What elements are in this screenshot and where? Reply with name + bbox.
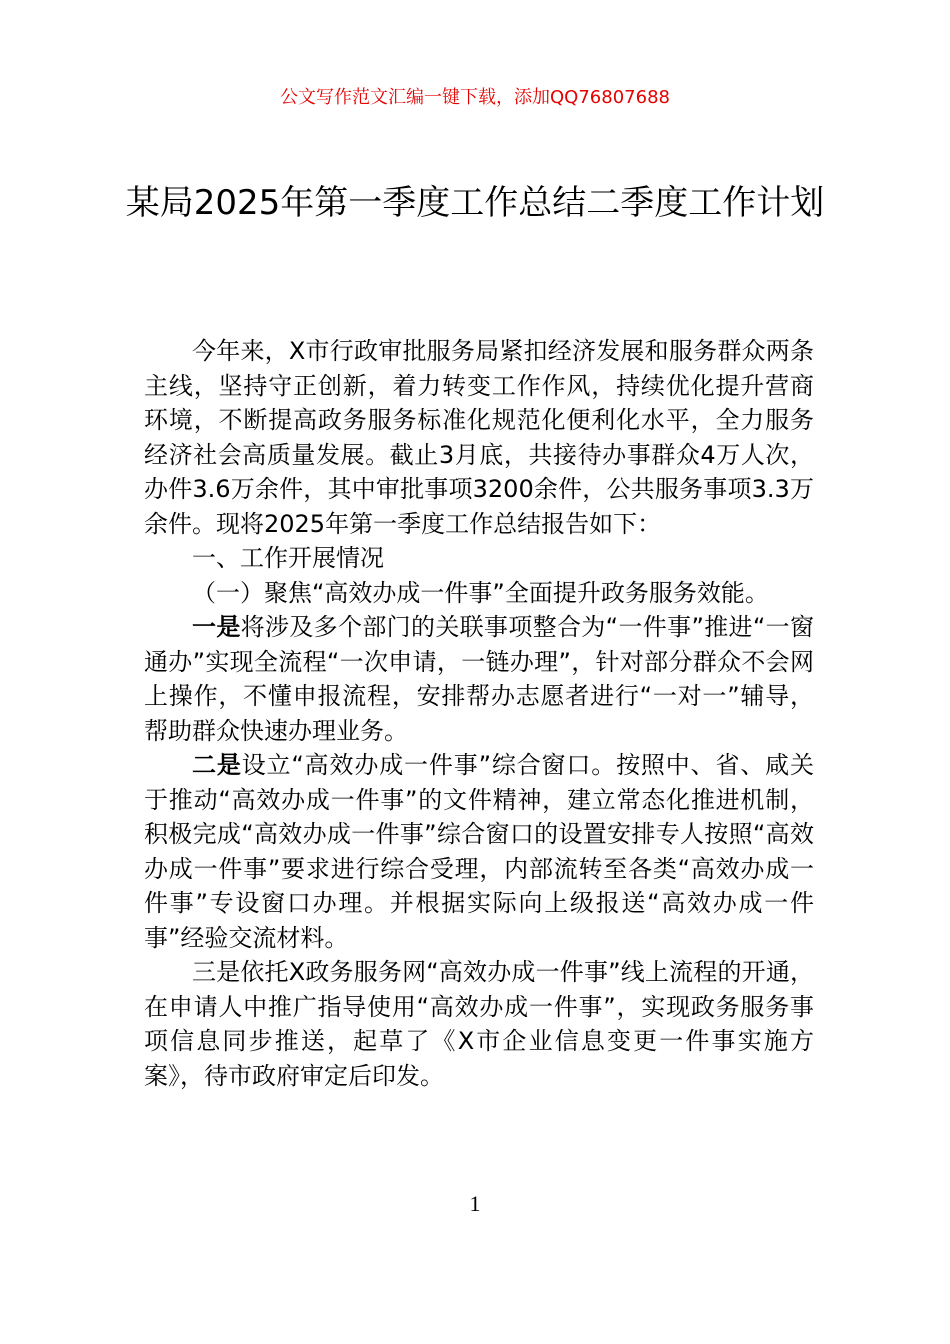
item-1-text: 将涉及多个部门的关联事项整合为“一件事”推进“一窗通办”实现全流程“一次申请，一链办理”，针对部分群众不会网上操作，不懂申报流程，安排帮办志愿者进行“一对一”辅导，帮助群众快速办理业务。 <box>144 613 814 745</box>
page-number: 1 <box>469 1191 481 1216</box>
item-3-paragraph: 三是依托X政务服务网“高效办成一件事”线上流程的开通，在申请人中推广指导使用“高效办成一件事”，实现政务服务事项信息同步推送，起草了《X市企业信息变更一件事实施方案》，待市政府审定后印发。 <box>144 958 814 1090</box>
document-body <box>144 334 814 1093</box>
item-1-paragraph <box>144 610 814 748</box>
section-heading: 一、工作开展情况 <box>192 544 384 572</box>
item-1-lead: 一是 <box>192 613 241 641</box>
item-2-text: 设立“高效办成一件事”综合窗口。按照中、省、咸关于推动“高效办成一件事”的文件精神，建立常态化推进机制，积极完成“高效办成一件事”综合窗口的设置安排专人按照“高效办成一件事”要求进行综合受理，内部流转至各类“高效办成一件事”专设窗口办理。并根据实际向上级报送“高效办成一件事”经验交流材料。 <box>144 751 815 952</box>
document-title: 某局2025年第一季度工作总结二季度工作计划 <box>125 183 825 223</box>
subsection-heading: （一）聚焦“高效办成一件事”全面提升政务服务效能。 <box>192 578 769 607</box>
header-note: 公文写作范文汇编一键下载，添加QQ76807688 <box>280 87 670 108</box>
item-2-lead: 二是 <box>192 751 242 779</box>
item-2-paragraph <box>144 748 814 955</box>
intro-paragraph: 今年来，X市行政审批服务局紧扣经济发展和服务群众两条主线，坚持守正创新，着力转变工作作风，持续优化提升营商环境，不断提高政务服务标准化规范化便利化水平，全力服务经济社会高质量发展。截止3月底，共接待办事群众4万人次，办件3.6万余件，其中审批事项3200余件，公共服务事项3.3万余件。现将2025年第一季度工作总结报告如下： <box>144 337 814 538</box>
